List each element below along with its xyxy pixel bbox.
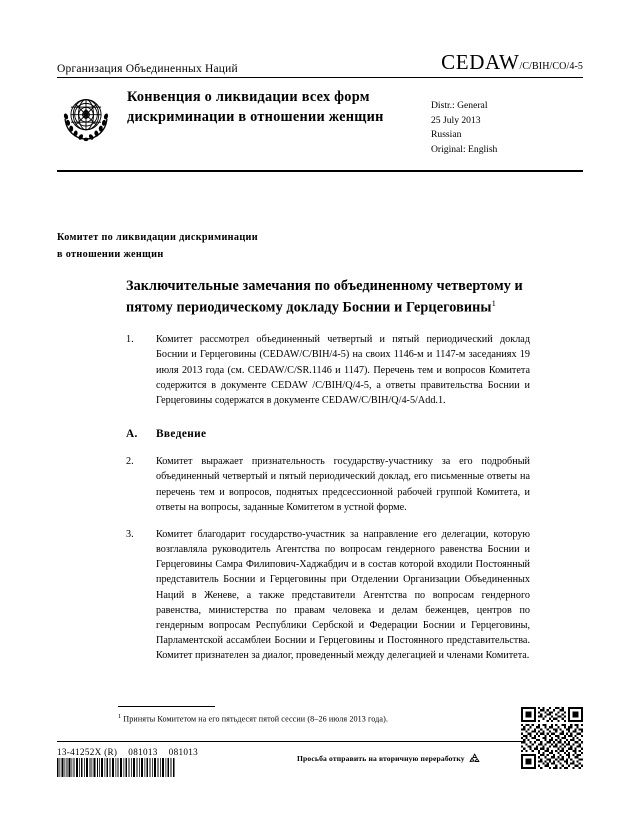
organization-name: Организация Объединенных Наций (57, 63, 238, 75)
masthead-top-row (57, 50, 583, 77)
document-symbol (441, 50, 583, 75)
document-symbol-main: CEDAW (441, 50, 520, 74)
convention-title: Конвенция о ликвидации всех форм дискриминации в отношении женщин (127, 89, 384, 126)
original-language: Original: English (431, 143, 498, 155)
paragraph-number: 3. (126, 528, 134, 540)
masthead (57, 50, 583, 172)
paragraph-1 (126, 332, 530, 408)
paragraph-3 (126, 527, 530, 664)
paragraph-text: Комитет рассмотрел объединенный четвертый и пятый периодический доклад Боснии и Герцеговины (CEDAW/C/BIH/4-5) на своих 1146-м и 1147-м заседаниях 19 июля 2013 года (см. CEDAW/C/SR.1146 и 1147). Перечень тем и вопросов Комитета содержится в документе CEDAW /C/BIH/Q/4-5, а ответы правительства Боснии и Герцеговины содержатся в документе CEDAW/C/BIH/Q/4-5/Add.1. (156, 334, 530, 406)
section-letter: A. (126, 428, 138, 441)
paragraph-2 (126, 454, 530, 515)
footnote-marker: 1 (118, 713, 122, 720)
title-footnote-marker: 1 (491, 297, 496, 308)
job-number (57, 747, 198, 757)
document-date: 25 July 2013 (431, 114, 481, 126)
page-title-text: Заключительные замечания по объединенному четвертому и пятому периодическому докладу Боснии и Герцеговины (126, 278, 523, 316)
paragraph-number: 2. (126, 456, 134, 468)
footer-rule (57, 741, 583, 742)
emblem-container (57, 86, 127, 146)
un-emblem-icon (57, 88, 115, 146)
footnote-area (118, 706, 518, 725)
qr-code (521, 707, 583, 769)
committee-heading-line-2: в отношении женщин (57, 248, 164, 260)
masthead-bottom-rule (57, 170, 583, 172)
recycle-note (297, 753, 481, 764)
barcode (57, 758, 175, 777)
paragraph-text: Комитет благодарит государство-участник за направление его делегации, которую возглавляла руководитель Агентства по вопросам гендерного равенства Боснии и Герцеговины Самра Филипович-Хаджабдич и в состав которой входили Постоянный представитель Боснии и Герцеговины при Отделении Организации Объединенных Наций в Женеве, а также представители Агентства по вопросам гендерного равенства, министерства по правам человека и делам беженцев, центров по гендерным вопросам Республики Сербской и Федерации Боснии и Герцеговины, Парламентской ассамблеи Боснии и Герцеговины и Постоянного представительства. Комитет признателен за диалог, проведенный между делегацией и членами Комитета. (156, 528, 530, 662)
page-title (126, 276, 530, 318)
document-symbol-suffix: /C/BIH/CO/4-5 (519, 61, 583, 72)
section-heading-a (126, 428, 530, 440)
masthead-body-row (57, 78, 583, 170)
committee-heading-line-1: Комитет по ликвидации дискриминации (57, 232, 258, 243)
distribution-block (431, 86, 583, 157)
distribution-line: Distr.: General (431, 100, 488, 111)
job-date-code-2: 081013 (168, 747, 199, 757)
footnote-text: Приняты Комитетом на его пятьдесят пятой сессии (8–26 июля 2013 года). (123, 714, 388, 724)
document-language: Russian (431, 129, 462, 141)
recycle-note-text: Просьба отправить на вторичную переработку (297, 754, 465, 763)
footnote-separator (118, 706, 215, 707)
recycle-icon (468, 753, 481, 764)
section-title: Введение (156, 428, 207, 441)
paragraph-number: 1. (126, 334, 134, 346)
committee-heading (57, 230, 417, 263)
paragraph-text: Комитет выражает признательность государству-участнику за его подробный объединенный четвертый и пятый периодический доклад, его письменные ответы на перечень тем и вопросов, поднятых предсессионной рабочей группой Комитета, и ответы на вопросы, заданные Комитетом в устной форме. (156, 456, 530, 513)
job-number-code: 13-41252X (R) (57, 747, 118, 757)
document-body (126, 276, 530, 676)
footnote-1 (118, 712, 518, 725)
job-date-code-1: 081013 (128, 747, 158, 757)
